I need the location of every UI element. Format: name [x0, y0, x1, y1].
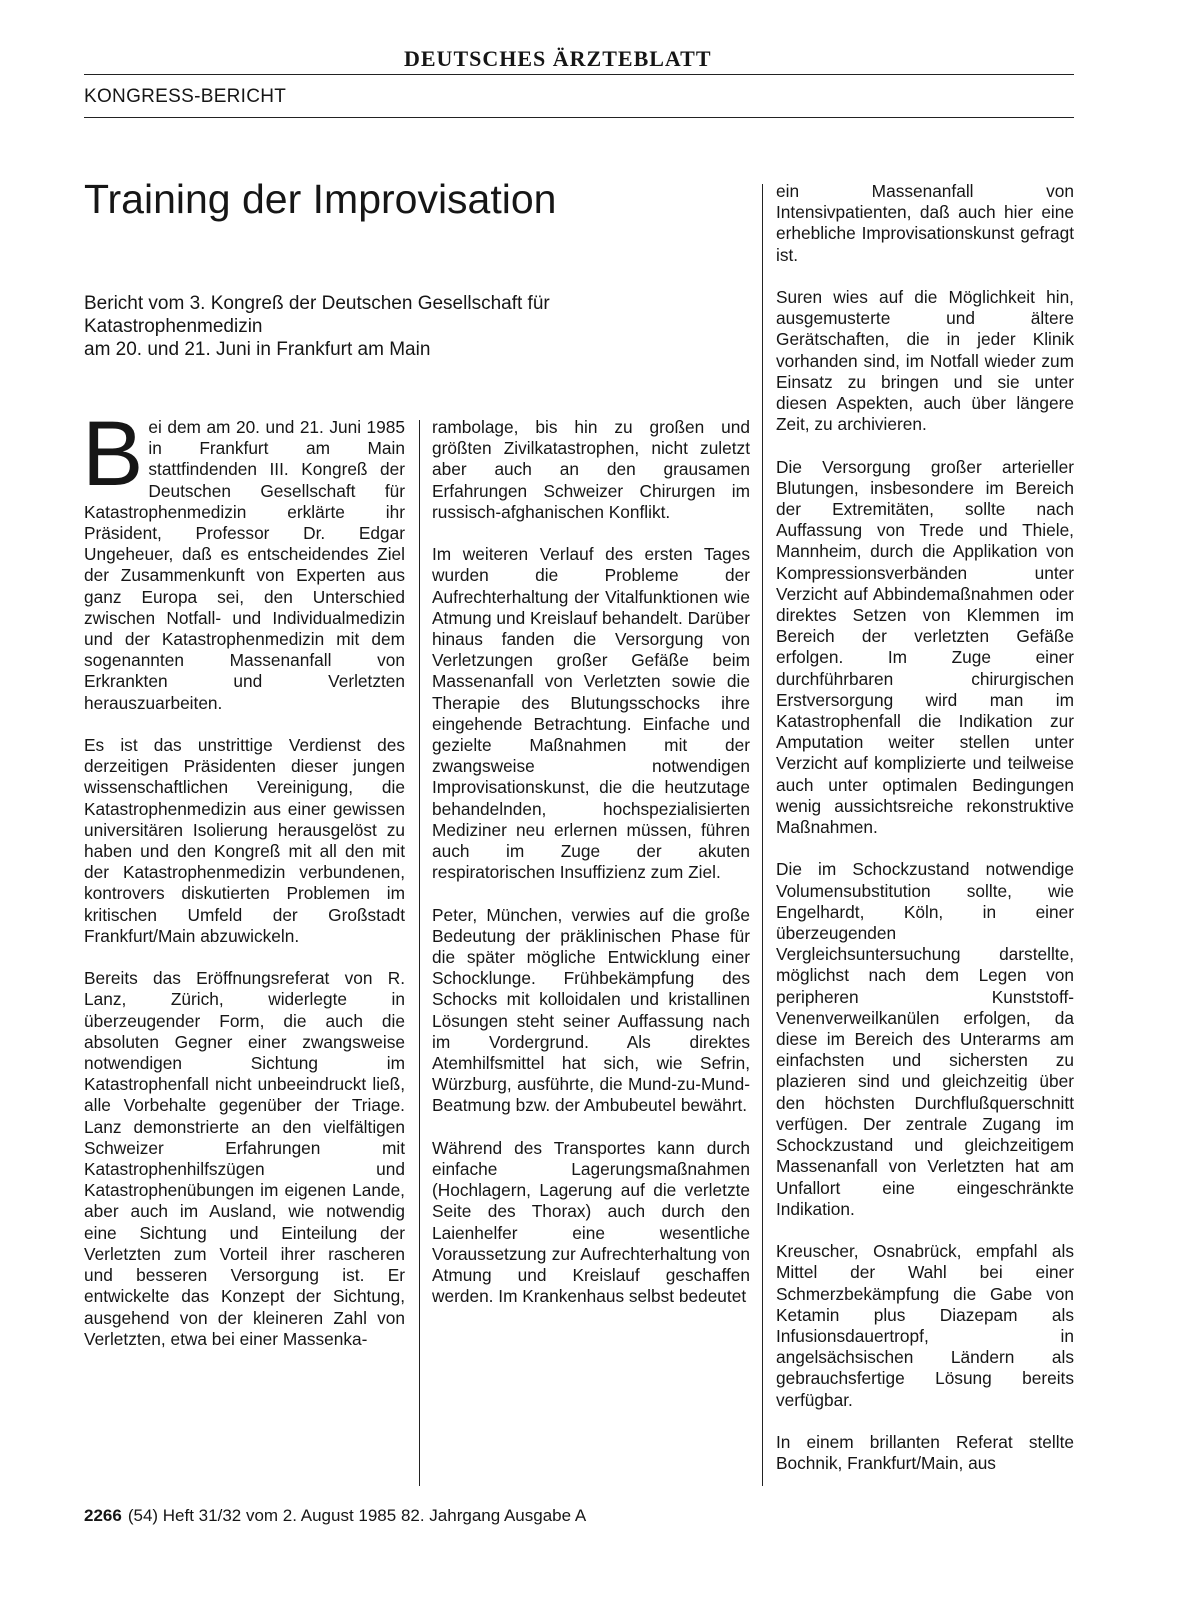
- page-footer: [84, 1506, 586, 1526]
- section-label: KONGRESS-BERICHT: [84, 86, 287, 107]
- subtitle-line: Katastrophenmedizin: [84, 316, 263, 337]
- paragraph-text: ei dem am 20. und 21. Juni 1985 in Frankfurt am Main stattfindenden III. Kongreß der Deutschen Gesellschaft für Katastrophenmedizin erklärte ihr Präsident, Professor Dr. Edgar Ungeheuer, daß es entscheidendes Ziel der Zusammenkunft von Experten aus ganz Europa sei, den Unterschied zwischen Notfall- und Individualmedizin und der Katastrophenmedizin mit dem sogenannten Massenanfall von Erkrankten und Verletzten herauszuarbeiten.: [84, 417, 405, 713]
- text-column-2: [432, 417, 750, 1329]
- header-rule-bottom: [84, 117, 1074, 118]
- subtitle-line: Bericht vom 3. Kongreß der Deutschen Gesellschaft für: [84, 293, 550, 314]
- paragraph: Die Versorgung großer arterieller Blutungen, insbesondere im Bereich der Extremitäten, sollte nach Auffassung von Trede und Thiele, Mannheim, durch die Applikation von Kompressionsverbänden unter Verzicht auf Abbindemaßnahmen oder direktes Setzen von Klemmen im Bereich der verletzten Gefäße erfolgen. Im Zuge einer durchführbaren chirurgischen Erstversorgung wird man im Katastrophenfall die Indikation zur Amputation weiter stellen unter Verzicht auf komplizierte und teilweise auch unter optimalen Bedingungen wenig aussichtsreiche rekonstruktive Maßnahmen.: [776, 456, 1074, 838]
- column-divider: [419, 420, 420, 1486]
- text-column-3: [776, 181, 1074, 1496]
- drop-cap: B: [82, 403, 144, 505]
- paragraph: rambolage, bis hin zu großen und größten Zivilkatastrophen, nicht zuletzt aber auch an den grausamen Erfahrungen Schweizer Chirurgen im russisch-afghanischen Konflikt.: [432, 417, 750, 522]
- masthead: DEUTSCHES ÄRZTEBLATT: [404, 46, 712, 71]
- paragraph: Im weiteren Verlauf des ersten Tages wurden die Probleme der Aufrechterhaltung der Vitalfunktionen wie Atmung und Kreislauf behandelt. Darüber hinaus fanden die Versorgung von Verletzungen großer Gefäße beim Massenanfall von Verletzten sowie die Therapie des Blutungsschocks ihre eingehende Betrachtung. Einfache und gezielte Maßnahmen mit der zwangsweise notwendigen Improvisationskunst, die die heutzutage behandelnden, hochspezialisierten Mediziner neu erlernen müssen, führen auch im Zuge der akuten respiratorischen Insuffizienz zum Ziel.: [432, 544, 750, 883]
- column-divider: [762, 184, 763, 1486]
- paragraph: In einem brillanten Referat stellte Bochnik, Frankfurt/Main, aus: [776, 1431, 1074, 1474]
- issue-info: (54) Heft 31/32 vom 2. August 1985 82. Jahrgang Ausgabe A: [127, 1506, 587, 1525]
- paragraph: Peter, München, verwies auf die große Bedeutung der präklinischen Phase für die später mögliche Entwicklung einer Schocklunge. Frühbekämpfung des Schocks mit kolloidalen und kristallinen Lösungen steht seiner Auffassung nach im Vordergrund. Als direktes Atemhilfsmittel hat sich, wie Sefrin, Würzburg, ausführte, die Mund-zu-Mund-Beatmung bzw. der Ambubeutel bewährt.: [432, 904, 750, 1116]
- paragraph: [82, 403, 405, 714]
- article-title: Training der Improvisation: [84, 176, 557, 222]
- paragraph: Kreuscher, Osnabrück, empfahl als Mittel der Wahl bei einer Schmerzbekämpfung die Gabe von Ketamin plus Diazepam als Infusionsdauertropf, in angelsächsischen Ländern als gebrauchsfertige Lösung bereits verfügbar.: [776, 1241, 1074, 1410]
- page-number: 2266: [84, 1506, 122, 1525]
- text-column-1: [82, 403, 405, 1371]
- article-subtitle: [84, 292, 704, 361]
- paragraph: Die im Schockzustand notwendige Volumensubstitution sollte, wie Engelhardt, Köln, in einer überzeugenden Vergleichsuntersuchung darstellte, möglichst nach dem Legen von peripheren Kunststoff-Venenverweilkanülen erfolgen, da diese im Bereich des Unterarms am einfachsten und sichersten zu plazieren sind und gleichzeitig über den höchsten Durchflußquerschnitt verfügen. Der zentrale Zugang im Schockzustand und gleichzeitigem Massenanfall von Verletzten hat am Unfallort eine eingeschränkte Indikation.: [776, 859, 1074, 1219]
- paragraph: ein Massenanfall von Intensivpatienten, daß auch hier eine erhebliche Improvisationskunst gefragt ist.: [776, 181, 1074, 265]
- header-rule-top: [84, 74, 1074, 75]
- paragraph: Suren wies auf die Möglichkeit hin, ausgemusterte und ältere Gerätschaften, die in jeder Klinik vorhanden sind, im Notfall wieder zum Einsatz zu bringen und sie unter diesen Aspekten, auch über längere Zeit, zu archivieren.: [776, 287, 1074, 435]
- paragraph: Es ist das unstrittige Verdienst des derzeitigen Präsidenten dieser jungen wissenschaftlichen Vereinigung, die Katastrophenmedizin aus einer gewissen universitären Isolierung herausgelöst zu haben und den Kongreß mit all den mit der Katastrophenmedizin verbundenen, kontrovers diskutierten Problemen im kritischen Umfeld der Großstadt Frankfurt/Main abzuwickeln.: [84, 735, 405, 946]
- paragraph: Bereits das Eröffnungsreferat von R. Lanz, Zürich, widerlegte in überzeugender Form, die auch die absoluten Gegner einer zwangsweise notwendigen Sichtung im Katastrophenfall nicht unbeeindruckt ließ, alle Vorbehalte gegenüber der Triage. Lanz demonstrierte an den vielfältigen Schweizer Erfahrungen mit Katastrophenhilfszügen und Katastrophenübungen im eigenen Lande, aber auch im Ausland, wie notwendig eine Sichtung und Einteilung der Verletzten zum Vorteil ihrer rascheren und besseren Versorgung ist. Er entwickelte das Konzept der Sichtung, ausgehend von der kleineren Zahl von Verletzten, etwa bei einer Massenka-: [84, 968, 405, 1349]
- paragraph: Während des Transportes kann durch einfache Lagerungsmaßnahmen (Hochlagern, Lagerung auf die verletzte Seite des Thorax) auch durch den Laienhelfer eine wesentliche Voraussetzung zur Aufrechterhaltung von Atmung und Kreislauf geschaffen werden. Im Krankenhaus selbst bedeutet: [432, 1137, 750, 1307]
- subtitle-line: am 20. und 21. Juni in Frankfurt am Main: [84, 339, 431, 360]
